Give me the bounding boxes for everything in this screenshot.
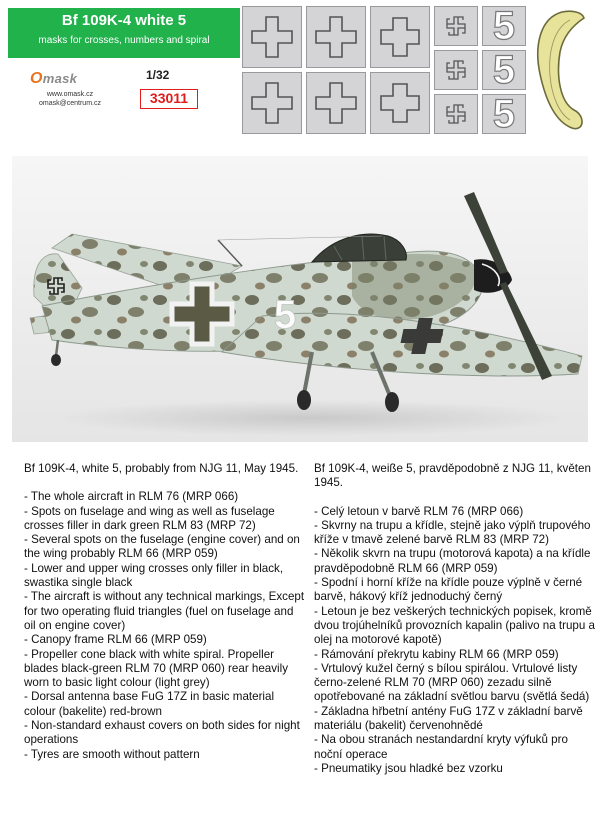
notes-list-english	[24, 490, 306, 762]
product-subtitle: masks for crosses, numbers and spiral	[38, 35, 210, 46]
swastika-mask-icon	[445, 59, 467, 81]
description-czech	[314, 462, 596, 776]
cross-mask-icon	[378, 81, 422, 125]
intro-czech: Bf 109K-4, weiße 5, pravděpodobně z NJG 11, květen 1945.	[314, 462, 591, 490]
list-item: - Na obou stranách nestandardní kryty výfuků pro noční operace	[314, 733, 568, 761]
list-item: - Celý letoun v barvě RLM 76 (MRP 066)	[314, 504, 524, 518]
list-item: - The whole aircraft in RLM 76 (MRP 066)	[24, 490, 239, 504]
cross-mask-icon	[314, 15, 358, 59]
mask-tile-cross	[306, 6, 366, 68]
list-item: - Pneumatiky jsou hladké bez vzorku	[314, 761, 503, 775]
intro-english: Bf 109K-4, white 5, probably from NJG 11, May 1945.	[24, 462, 299, 475]
list-item: - Propeller cone black with white spiral. Propeller blades black-green RLM 70 (MRP 060) rear heavily worn to basic light colour (light grey)	[24, 647, 288, 690]
list-item: - Tyres are smooth without pattern	[24, 747, 200, 761]
cross-mask-icon	[250, 81, 294, 125]
aircraft-number: 5	[274, 293, 297, 337]
list-item: - Základna hřbetní antény FuG 17Z v základní barvě materiálu (bakelit) červenohnědé	[314, 704, 583, 733]
mask-tile-cross	[370, 6, 430, 68]
model-photo	[12, 156, 588, 442]
list-item: - Non-standard exhaust covers on both sides for night operations	[24, 719, 300, 747]
description-english	[24, 462, 306, 762]
number-mask: 5	[492, 48, 516, 92]
list-item: - Spots on fuselage and wing as well as fuselage crosses filler in dark green RLM 83 (MRP 72)	[24, 504, 275, 532]
list-item: - Lower and upper wing crosses only filler in black, swastika single black	[24, 561, 284, 590]
list-item: - Rámování překrytu kabiny RLM 66 (MRP 059)	[314, 647, 559, 661]
logo-text: mask	[42, 71, 78, 86]
mask-tile-number	[482, 6, 526, 46]
mask-tile-cross	[242, 72, 302, 134]
list-item: - Letoun je bez veškerých technických popisek, kromě dvou trojúhelníků provozních kapalin (palivo na trupu a olej na motorové kapotě)	[314, 604, 596, 647]
logo-mark: O	[30, 70, 43, 87]
contacts	[10, 90, 130, 108]
list-item: - Canopy frame RLM 66 (MRP 059)	[24, 633, 207, 647]
list-item: - Skvrny na trupu a křídle, stejně jako výplň trupového kříže v tmavě zelené barvě RLM 83 (MRP 72)	[314, 518, 591, 547]
notes-list-czech	[314, 505, 596, 777]
website-link[interactable]: www.omask.cz	[46, 91, 94, 98]
spiral-mask-icon	[526, 6, 590, 134]
list-item: - Several spots on the fuselage (engine cover) and on the wing probably RLM 66 (MRP 059)	[24, 533, 300, 561]
list-item: - Dorsal antenna base FuG 17Z in basic material colour (bakelite) red-brown	[24, 690, 275, 718]
list-item: - The aircraft is without any technical markings, Except for two operating fluid triangles (fuel on fuselage and oil on engine cover)	[24, 590, 305, 632]
cross-mask-icon	[314, 81, 358, 125]
mask-tile-swastika	[434, 94, 478, 134]
aircraft-model-image	[12, 156, 588, 442]
scale-label: 1/32	[146, 68, 170, 82]
cross-mask-icon	[378, 15, 422, 59]
cross-mask-icon	[250, 15, 294, 59]
mask-tile-number	[482, 50, 526, 90]
list-item: - Vrtulový kužel černý s bílou spirálou. Vrtulové listy černo-zelené RLM 70 (MRP 060) zezadu silně opotřebované na základní světlou barvu (světlá šedá)	[314, 661, 590, 704]
number-mask: 5	[492, 4, 516, 48]
omask-logo	[30, 70, 77, 86]
email-link[interactable]: omask@centrum.cz	[39, 100, 101, 107]
mask-tile-cross	[242, 6, 302, 68]
mask-tile-swastika	[434, 6, 478, 46]
product-title: Bf 109K-4 white 5	[61, 12, 187, 29]
swastika-mask-icon	[445, 15, 467, 37]
product-code: 33011	[140, 89, 198, 109]
mask-tile-number	[482, 94, 526, 134]
swastika-mask-icon	[445, 103, 467, 125]
mask-tile-swastika	[434, 50, 478, 90]
mask-tile-cross	[370, 72, 430, 134]
number-mask: 5	[492, 92, 516, 136]
list-item: - Spodní i horní kříže na křídle pouze výplně v černé barvě, hákový kříž jednoduchý černý	[314, 576, 583, 604]
mask-tile-cross	[306, 72, 366, 134]
title-box	[8, 8, 240, 58]
list-item: - Několik skvrn na trupu (motorová kapota) a na křídle pravděpodobně RLM 66 (MRP 059)	[314, 547, 591, 575]
